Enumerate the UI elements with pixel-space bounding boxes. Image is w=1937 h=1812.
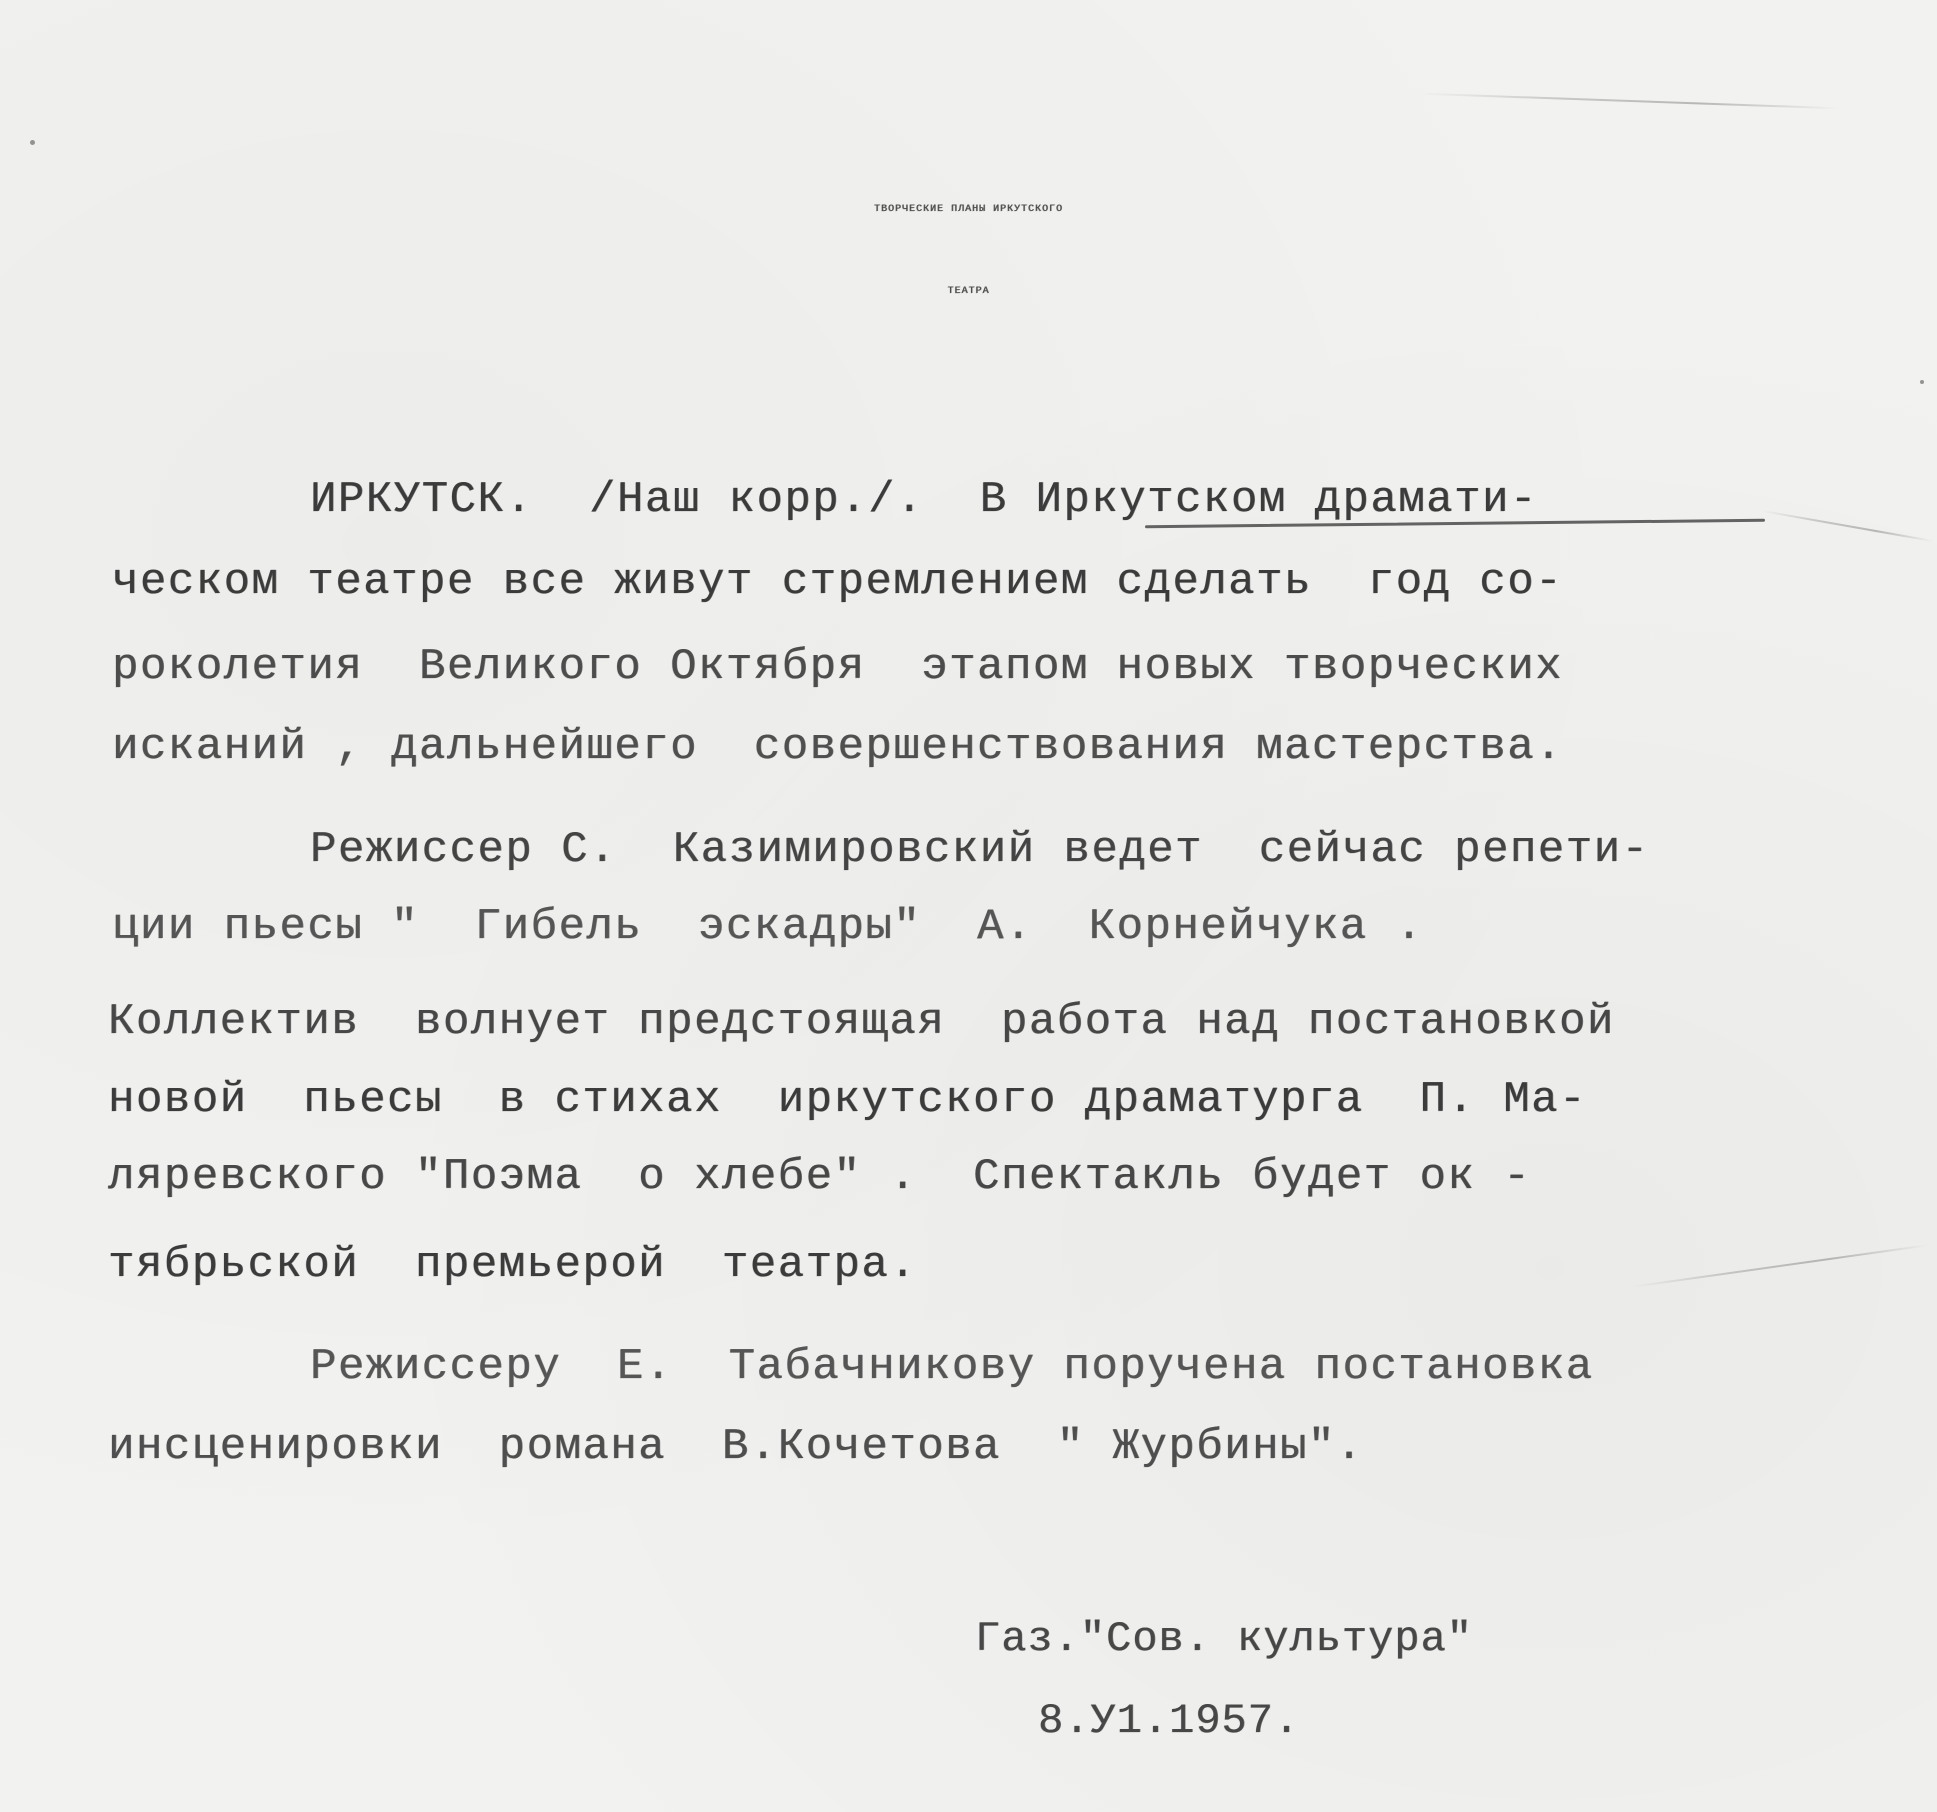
paper-speck	[1920, 380, 1924, 384]
paper-crease-top	[1420, 93, 1840, 110]
paragraph-2-line-5: ляревского "Поэма о хлебе" . Спектакль будет ок -	[108, 1152, 1532, 1202]
paragraph-2-line-2: ции пьесы " Гибель эскадры" А. Корнейчука .	[112, 902, 1424, 952]
paragraph-1-line-2: ческом театре все живут стремлением сделать год со-	[112, 557, 1564, 607]
source-publication: Газ."Сов. культура"	[975, 1615, 1473, 1663]
paragraph-2-line-3: Коллектив волнует предстоящая работа над постановкой	[108, 997, 1615, 1047]
document-title-line-2: ТЕАТРА	[947, 286, 990, 297]
paper-crease-right	[1631, 1244, 1928, 1288]
paragraph-2-line-6: тябрьской премьерой театра.	[108, 1240, 918, 1290]
paragraph-1-line-3: роколетия Великого Октября этапом новых творческих	[112, 642, 1564, 692]
paragraph-1-line-4: исканий , дальнейшего совершенствования мастерства.	[112, 722, 1564, 772]
paragraph-1-line-1: ИРКУТСК. /Наш корр./. В Иркутском драмати-	[310, 475, 1538, 525]
paragraph-3-line-1: Режиссеру Е. Табачникову поручена постановка	[310, 1342, 1594, 1392]
paper-speck	[30, 140, 35, 145]
paragraph-3-line-2: инсценировки романа В.Кочетова " Журбины".	[108, 1422, 1364, 1472]
paragraph-2-line-1: Режиссер С. Казимировский ведет сейчас репети-	[310, 825, 1650, 875]
paper-crease-upper-right	[1761, 510, 1934, 542]
paragraph-2-line-4: новой пьесы в стихах иркутского драматурга П. Ма-	[108, 1075, 1587, 1125]
source-date: 8.У1.1957.	[1038, 1697, 1301, 1745]
document-title-line-1: ТВОРЧЕСКИЕ ПЛАНЫ ИРКУТСКОГО	[873, 204, 1064, 215]
